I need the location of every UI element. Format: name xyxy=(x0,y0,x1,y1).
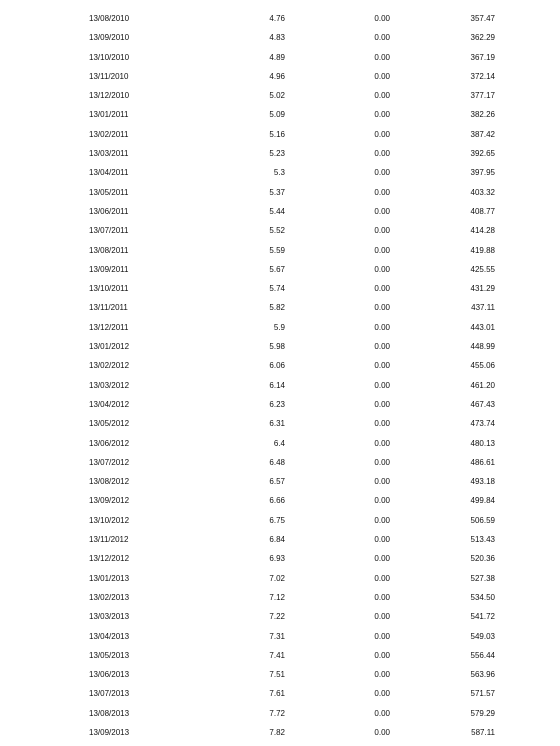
table-row xyxy=(0,28,560,47)
debit-cell: 7.22 xyxy=(269,612,285,622)
debit-cell: 5.37 xyxy=(269,187,285,197)
balance-cell: 499.84 xyxy=(470,496,495,506)
credit-cell: 0.00 xyxy=(374,226,390,236)
date-cell: 13/08/2013 xyxy=(89,708,130,718)
balance-cell: 362.29 xyxy=(470,33,495,43)
credit-cell: 0.00 xyxy=(374,380,390,390)
credit-cell: 0.00 xyxy=(374,91,390,101)
credit-cell: 0.00 xyxy=(374,33,390,43)
balance-cell: 419.88 xyxy=(470,245,495,255)
balance-cell: 367.19 xyxy=(470,52,495,62)
table-row xyxy=(0,125,560,144)
credit-cell: 0.00 xyxy=(374,515,390,525)
credit-cell: 0.00 xyxy=(374,477,390,487)
balance-cell: 556.44 xyxy=(470,650,495,660)
table-row xyxy=(0,67,560,86)
balance-cell: 431.29 xyxy=(470,284,495,294)
date-cell: 13/04/2011 xyxy=(89,168,129,178)
date-cell: 13/08/2011 xyxy=(89,245,129,255)
balance-cell: 520.36 xyxy=(470,554,495,564)
credit-cell: 0.00 xyxy=(374,727,390,737)
credit-cell: 0.00 xyxy=(374,129,390,139)
balance-cell: 579.29 xyxy=(470,708,495,718)
credit-cell: 0.00 xyxy=(374,168,390,178)
date-cell: 13/09/2012 xyxy=(89,496,130,506)
table-row xyxy=(0,414,560,433)
balance-cell: 513.43 xyxy=(470,535,495,545)
credit-cell: 0.00 xyxy=(374,284,390,294)
debit-cell: 5.74 xyxy=(269,284,285,294)
balance-cell: 372.14 xyxy=(470,71,495,81)
debit-cell: 5.98 xyxy=(269,342,285,352)
debit-cell: 7.82 xyxy=(269,727,285,737)
date-cell: 13/11/2012 xyxy=(89,535,129,545)
transaction-table xyxy=(0,9,560,742)
date-cell: 13/04/2013 xyxy=(89,631,130,641)
credit-cell: 0.00 xyxy=(374,496,390,506)
table-row xyxy=(0,723,560,742)
debit-cell: 4.76 xyxy=(269,14,285,23)
credit-cell: 0.00 xyxy=(374,631,390,641)
debit-cell: 4.96 xyxy=(269,71,285,81)
balance-cell: 357.47 xyxy=(470,14,495,23)
balance-cell: 549.03 xyxy=(470,631,495,641)
table-row xyxy=(0,588,560,607)
credit-cell: 0.00 xyxy=(374,535,390,545)
date-cell: 13/10/2010 xyxy=(89,52,130,62)
date-cell: 13/06/2012 xyxy=(89,438,130,448)
table-row xyxy=(0,318,560,337)
table-row xyxy=(0,279,560,298)
debit-cell: 5.16 xyxy=(269,129,285,139)
table-row xyxy=(0,704,560,723)
debit-cell: 6.66 xyxy=(269,496,285,506)
debit-cell: 7.41 xyxy=(269,650,285,660)
debit-cell: 6.06 xyxy=(269,361,285,371)
date-cell: 13/08/2012 xyxy=(89,477,130,487)
table-row xyxy=(0,9,560,28)
credit-cell: 0.00 xyxy=(374,206,390,216)
table-row xyxy=(0,105,560,124)
credit-cell: 0.00 xyxy=(374,689,390,699)
date-cell: 13/09/2010 xyxy=(89,33,130,43)
balance-cell: 425.55 xyxy=(470,264,495,274)
debit-cell: 6.75 xyxy=(269,515,285,525)
balance-cell: 493.18 xyxy=(470,477,495,487)
credit-cell: 0.00 xyxy=(374,342,390,352)
table-row xyxy=(0,665,560,684)
debit-cell: 7.51 xyxy=(269,670,285,680)
balance-cell: 506.59 xyxy=(470,515,495,525)
debit-cell: 4.83 xyxy=(269,33,285,43)
debit-cell: 5.82 xyxy=(269,303,285,313)
table-row xyxy=(0,607,560,626)
date-cell: 13/09/2013 xyxy=(89,727,130,737)
credit-cell: 0.00 xyxy=(374,573,390,583)
date-cell: 13/07/2012 xyxy=(89,457,130,467)
balance-cell: 486.61 xyxy=(470,457,495,467)
balance-cell: 461.20 xyxy=(470,380,495,390)
debit-cell: 7.31 xyxy=(269,631,285,641)
date-cell: 13/02/2011 xyxy=(89,129,129,139)
balance-cell: 443.01 xyxy=(470,322,495,332)
balance-cell: 455.06 xyxy=(470,361,495,371)
table-row xyxy=(0,646,560,665)
table-row xyxy=(0,511,560,530)
date-cell: 13/11/2010 xyxy=(89,71,129,81)
credit-cell: 0.00 xyxy=(374,650,390,660)
debit-cell: 5.52 xyxy=(269,226,285,236)
debit-cell: 7.12 xyxy=(269,592,285,602)
date-cell: 13/08/2010 xyxy=(89,14,130,23)
balance-cell: 403.32 xyxy=(470,187,495,197)
credit-cell: 0.00 xyxy=(374,592,390,602)
balance-cell: 397.95 xyxy=(470,168,495,178)
date-cell: 13/07/2011 xyxy=(89,226,129,236)
date-cell: 13/03/2013 xyxy=(89,612,130,622)
credit-cell: 0.00 xyxy=(374,419,390,429)
balance-cell: 392.65 xyxy=(470,149,495,159)
table-row xyxy=(0,221,560,240)
credit-cell: 0.00 xyxy=(374,322,390,332)
credit-cell: 0.00 xyxy=(374,149,390,159)
table-row xyxy=(0,337,560,356)
debit-cell: 6.84 xyxy=(269,535,285,545)
debit-cell: 6.23 xyxy=(269,399,285,409)
credit-cell: 0.00 xyxy=(374,670,390,680)
balance-cell: 414.28 xyxy=(470,226,495,236)
date-cell: 13/05/2012 xyxy=(89,419,130,429)
balance-cell: 437.11 xyxy=(471,303,495,313)
table-row xyxy=(0,569,560,588)
balance-cell: 563.96 xyxy=(470,670,495,680)
balance-cell: 467.43 xyxy=(470,399,495,409)
debit-cell: 6.31 xyxy=(269,419,285,429)
debit-cell: 4.89 xyxy=(269,52,285,62)
table-row xyxy=(0,183,560,202)
date-cell: 13/12/2011 xyxy=(89,322,129,332)
credit-cell: 0.00 xyxy=(374,554,390,564)
table-row xyxy=(0,472,560,491)
balance-cell: 527.38 xyxy=(470,573,495,583)
credit-cell: 0.00 xyxy=(374,110,390,120)
date-cell: 13/11/2011 xyxy=(89,303,128,313)
date-cell: 13/01/2013 xyxy=(89,573,130,583)
debit-cell: 5.59 xyxy=(269,245,285,255)
credit-cell: 0.00 xyxy=(374,438,390,448)
date-cell: 13/10/2011 xyxy=(89,284,129,294)
balance-cell: 377.17 xyxy=(470,91,495,101)
debit-cell: 6.48 xyxy=(269,457,285,467)
credit-cell: 0.00 xyxy=(374,264,390,274)
balance-cell: 587.11 xyxy=(471,727,495,737)
table-row xyxy=(0,144,560,163)
balance-cell: 448.99 xyxy=(470,342,495,352)
table-row xyxy=(0,530,560,549)
table-row xyxy=(0,48,560,67)
table-row xyxy=(0,434,560,453)
date-cell: 13/05/2011 xyxy=(89,187,129,197)
debit-cell: 5.09 xyxy=(269,110,285,120)
balance-cell: 480.13 xyxy=(470,438,495,448)
credit-cell: 0.00 xyxy=(374,52,390,62)
debit-cell: 5.67 xyxy=(269,264,285,274)
debit-cell: 5.44 xyxy=(269,206,285,216)
debit-cell: 6.14 xyxy=(269,380,285,390)
debit-cell: 6.4 xyxy=(273,438,285,448)
debit-cell: 7.02 xyxy=(269,573,285,583)
credit-cell: 0.00 xyxy=(374,361,390,371)
balance-cell: 534.50 xyxy=(470,592,495,602)
table-row xyxy=(0,260,560,279)
date-cell: 13/07/2013 xyxy=(89,689,130,699)
table-row xyxy=(0,163,560,182)
date-cell: 13/10/2012 xyxy=(89,515,130,525)
date-cell: 13/06/2013 xyxy=(89,670,130,680)
balance-cell: 382.26 xyxy=(470,110,495,120)
date-cell: 13/06/2011 xyxy=(89,206,129,216)
credit-cell: 0.00 xyxy=(374,399,390,409)
date-cell: 13/02/2013 xyxy=(89,592,130,602)
table-row xyxy=(0,298,560,317)
table-row xyxy=(0,86,560,105)
credit-cell: 0.00 xyxy=(374,14,390,23)
balance-cell: 473.74 xyxy=(470,419,495,429)
date-cell: 13/01/2011 xyxy=(89,110,129,120)
table-row xyxy=(0,491,560,510)
credit-cell: 0.00 xyxy=(374,303,390,313)
table-row xyxy=(0,356,560,375)
date-cell: 13/03/2012 xyxy=(89,380,130,390)
credit-cell: 0.00 xyxy=(374,71,390,81)
debit-cell: 5.9 xyxy=(273,322,285,332)
balance-cell: 541.72 xyxy=(470,612,495,622)
debit-cell: 6.57 xyxy=(269,477,285,487)
date-cell: 13/03/2011 xyxy=(89,149,129,159)
balance-cell: 571.57 xyxy=(470,689,495,699)
date-cell: 13/09/2011 xyxy=(89,264,129,274)
debit-cell: 6.93 xyxy=(269,554,285,564)
table-header xyxy=(0,0,560,5)
table-row xyxy=(0,627,560,646)
debit-cell: 7.72 xyxy=(269,708,285,718)
debit-cell: 5.3 xyxy=(273,168,285,178)
table-row xyxy=(0,453,560,472)
date-cell: 13/02/2012 xyxy=(89,361,130,371)
credit-cell: 0.00 xyxy=(374,187,390,197)
balance-cell: 408.77 xyxy=(470,206,495,216)
date-cell: 13/01/2012 xyxy=(89,342,130,352)
table-row xyxy=(0,395,560,414)
credit-cell: 0.00 xyxy=(374,612,390,622)
balance-cell: 387.42 xyxy=(470,129,495,139)
table-row xyxy=(0,241,560,260)
table-row xyxy=(0,549,560,568)
date-cell: 13/05/2013 xyxy=(89,650,130,660)
date-cell: 13/04/2012 xyxy=(89,399,130,409)
table-row xyxy=(0,376,560,395)
table-row xyxy=(0,202,560,221)
debit-cell: 5.23 xyxy=(269,149,285,159)
debit-cell: 7.61 xyxy=(269,689,285,699)
debit-cell: 5.02 xyxy=(269,91,285,101)
credit-cell: 0.00 xyxy=(374,245,390,255)
credit-cell: 0.00 xyxy=(374,457,390,467)
date-cell: 13/12/2012 xyxy=(89,554,130,564)
table-row xyxy=(0,684,560,703)
date-cell: 13/12/2010 xyxy=(89,91,130,101)
credit-cell: 0.00 xyxy=(374,708,390,718)
